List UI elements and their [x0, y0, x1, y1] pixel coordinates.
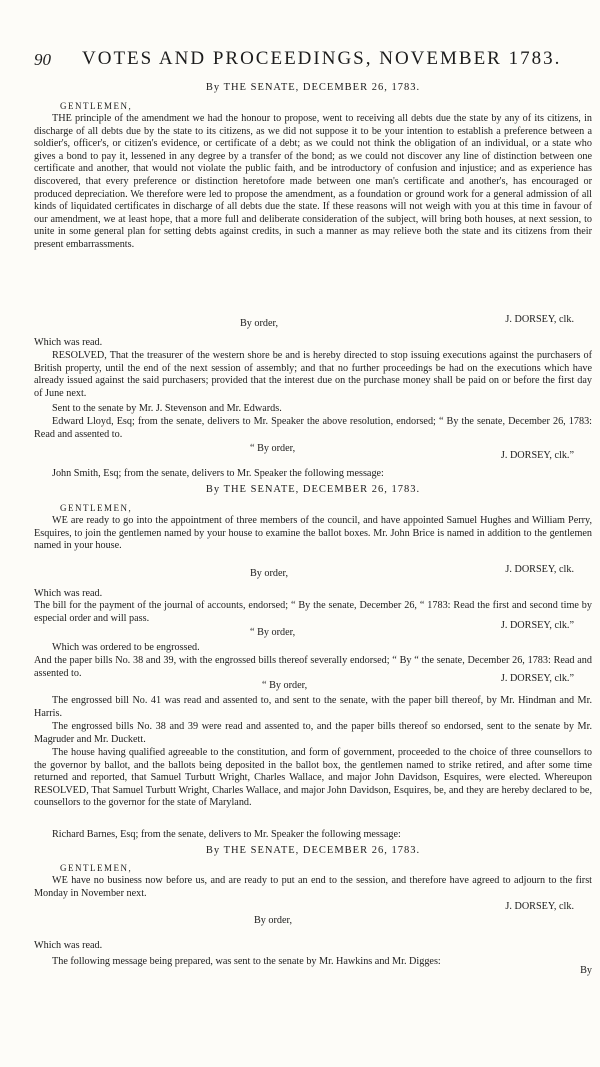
delivery-paragraph: Richard Barnes, Esq; from the senate, delivers to Mr. Speaker the following message: — [52, 829, 401, 840]
senate-message-paragraph: WE have no business now before us, and are ready to put an end to the session, and therefore have agreed to adjourn to the first Monday in November next. — [34, 875, 592, 899]
endorsement-paragraph: Edward Lloyd, Esq; from the senate, delivers to Mr. Speaker the above resolution, endorsed; “ By the senate, December 26, 1783: Read and assented to. — [34, 416, 592, 440]
senate-heading: By THE SENATE, DECEMBER 26, 1783. — [205, 484, 421, 495]
clerk-signature: J. DORSEY, clk.” — [500, 450, 574, 461]
message-prepared-paragraph: The following message being prepared, was sent to the senate by Mr. Hawkins and Mr. Digges: — [52, 956, 441, 967]
page-title: VOTES AND PROCEEDINGS, NOVEMBER 1783. — [82, 48, 562, 69]
bill-endorsement-paragraph: The bill for the payment of the journal of accounts, endorsed; “ By the senate, December 26, “ 1783: Read the first and second time by especial order and will pass. — [34, 600, 592, 624]
which-was-read: Which was read. — [34, 337, 103, 348]
by-order: “ By order, — [250, 627, 296, 638]
clerk-signature: J. DORSEY, clk. — [505, 901, 574, 912]
delivery-paragraph: John Smith, Esq; from the senate, delivers to Mr. Speaker the following message: — [52, 468, 384, 479]
senate-message-paragraph: THE principle of the amendment we had the honour to propose, went to receiving all debts due the state by any of its citizens, in discharge of all debts due by the state to its citizens, as we did not suppose it to be your intention to establish a preference between a soldier's, officer's, or citizen's evidence, or certificate of a debt; as we could not think the obligation of an individual, or a state who gives a bond to pay it, lessened in any degree by a transfer of the bond; as we could not discover any line of distinction between one certificate and another, that would not violate the public faith, and be introductory of confusion and injustice; and as experience has discovered, that every preference or distinction heretofore made between one man's certificate and another's, has encouraged or produced depreciation. We therefore were led to propose the amendment, as a foundation or ground work for a general admission of all kinds of liquidated certificates in discharge of all debts due the state. If these reasons will not weigh with you at this time in favour of our amendment, we at least hope, that a more full and deliberate consideration of the subject, will bring both houses, at next session, to unite in some general plan for setting debts against credits, in such a manner as may relieve both the state and its citizens from their present embarrassments. — [34, 113, 592, 250]
paper-bills-paragraph: And the paper bills No. 38 and 39, with the engrossed bills thereof severally endorsed; “ By “ the senate, December 26, 1783: Read and assented to. — [34, 655, 592, 679]
by-order: By order, — [254, 915, 293, 926]
catchword: By — [580, 965, 592, 976]
by-order: “ By order, — [250, 443, 296, 454]
sent-to-senate: Sent to the senate by Mr. J. Stevenson and Mr. Edwards. — [52, 403, 282, 414]
engrossed-bills-paragraph: The engrossed bills No. 38 and 39 were read and assented to, and the paper bills thereof so endorsed, sent to the senate by Mr. Magruder and Mr. Duckett. — [34, 721, 592, 745]
salutation: GENTLEMEN, — [60, 863, 133, 873]
senate-heading: By THE SENATE, DECEMBER 26, 1783. — [205, 82, 421, 93]
clerk-signature: J. DORSEY, clk. — [505, 314, 574, 325]
by-order: “ By order, — [262, 680, 308, 691]
counsellors-election-paragraph: The house having qualified agreeable to the constitution, and form of government, proceeded to the choice of three counsellors to the governor by ballot, and the ballots being deposited in the ballot box, the gentlemen named to strike retired, and after some time returned and reported, that Samuel Turbutt Wright, Charles Wallace, and major John Davidson, Esquires, were elected. Whereupon RESOLVED, That Samuel Turbutt Wright, Charles Wallace, and major John Davidson, Esquires, be, and they are hereby declared to be, counsellors to the governor for the state of Maryland. — [34, 747, 592, 809]
clerk-signature: J. DORSEY, clk. — [505, 564, 574, 575]
clerk-signature: J. DORSEY, clk.” — [500, 620, 574, 631]
by-order: By order, — [250, 568, 289, 579]
senate-message-paragraph: WE are ready to go into the appointment of three members of the council, and have appointed Samuel Hughes and William Perry, Esquires, to join the gentlemen named by your house to examine the ballot boxes. Mr. John Brice is named in addition to the gentlemen named in your house. — [34, 515, 592, 552]
salutation: GENTLEMEN, — [60, 503, 133, 513]
resolution-paragraph: RESOLVED, That the treasurer of the western shore be and is hereby directed to stop issuing executions against the purchasers of British property, until the end of the next session of assembly; and that no further proceedings be had on the executions which have already issued against the said purchasers; provided that the interest due on the purchase money shall be paid on or before the first day of June next. — [34, 350, 592, 399]
page-number: 90 — [34, 50, 51, 69]
senate-heading: By THE SENATE, DECEMBER 26, 1783. — [205, 845, 421, 856]
by-order: By order, — [240, 318, 279, 329]
which-was-read: Which was read. — [34, 940, 103, 951]
which-was-read: Which was read. — [34, 588, 103, 599]
clerk-signature: J. DORSEY, clk.” — [500, 673, 574, 684]
ordered-engrossed: Which was ordered to be engrossed. — [52, 642, 200, 653]
engrossed-bill-paragraph: The engrossed bill No. 41 was read and assented to, and sent to the senate, with the paper bill thereof, by Mr. Hindman and Mr. Harris. — [34, 695, 592, 719]
running-head — [34, 50, 592, 72]
salutation: GENTLEMEN, — [60, 101, 133, 111]
